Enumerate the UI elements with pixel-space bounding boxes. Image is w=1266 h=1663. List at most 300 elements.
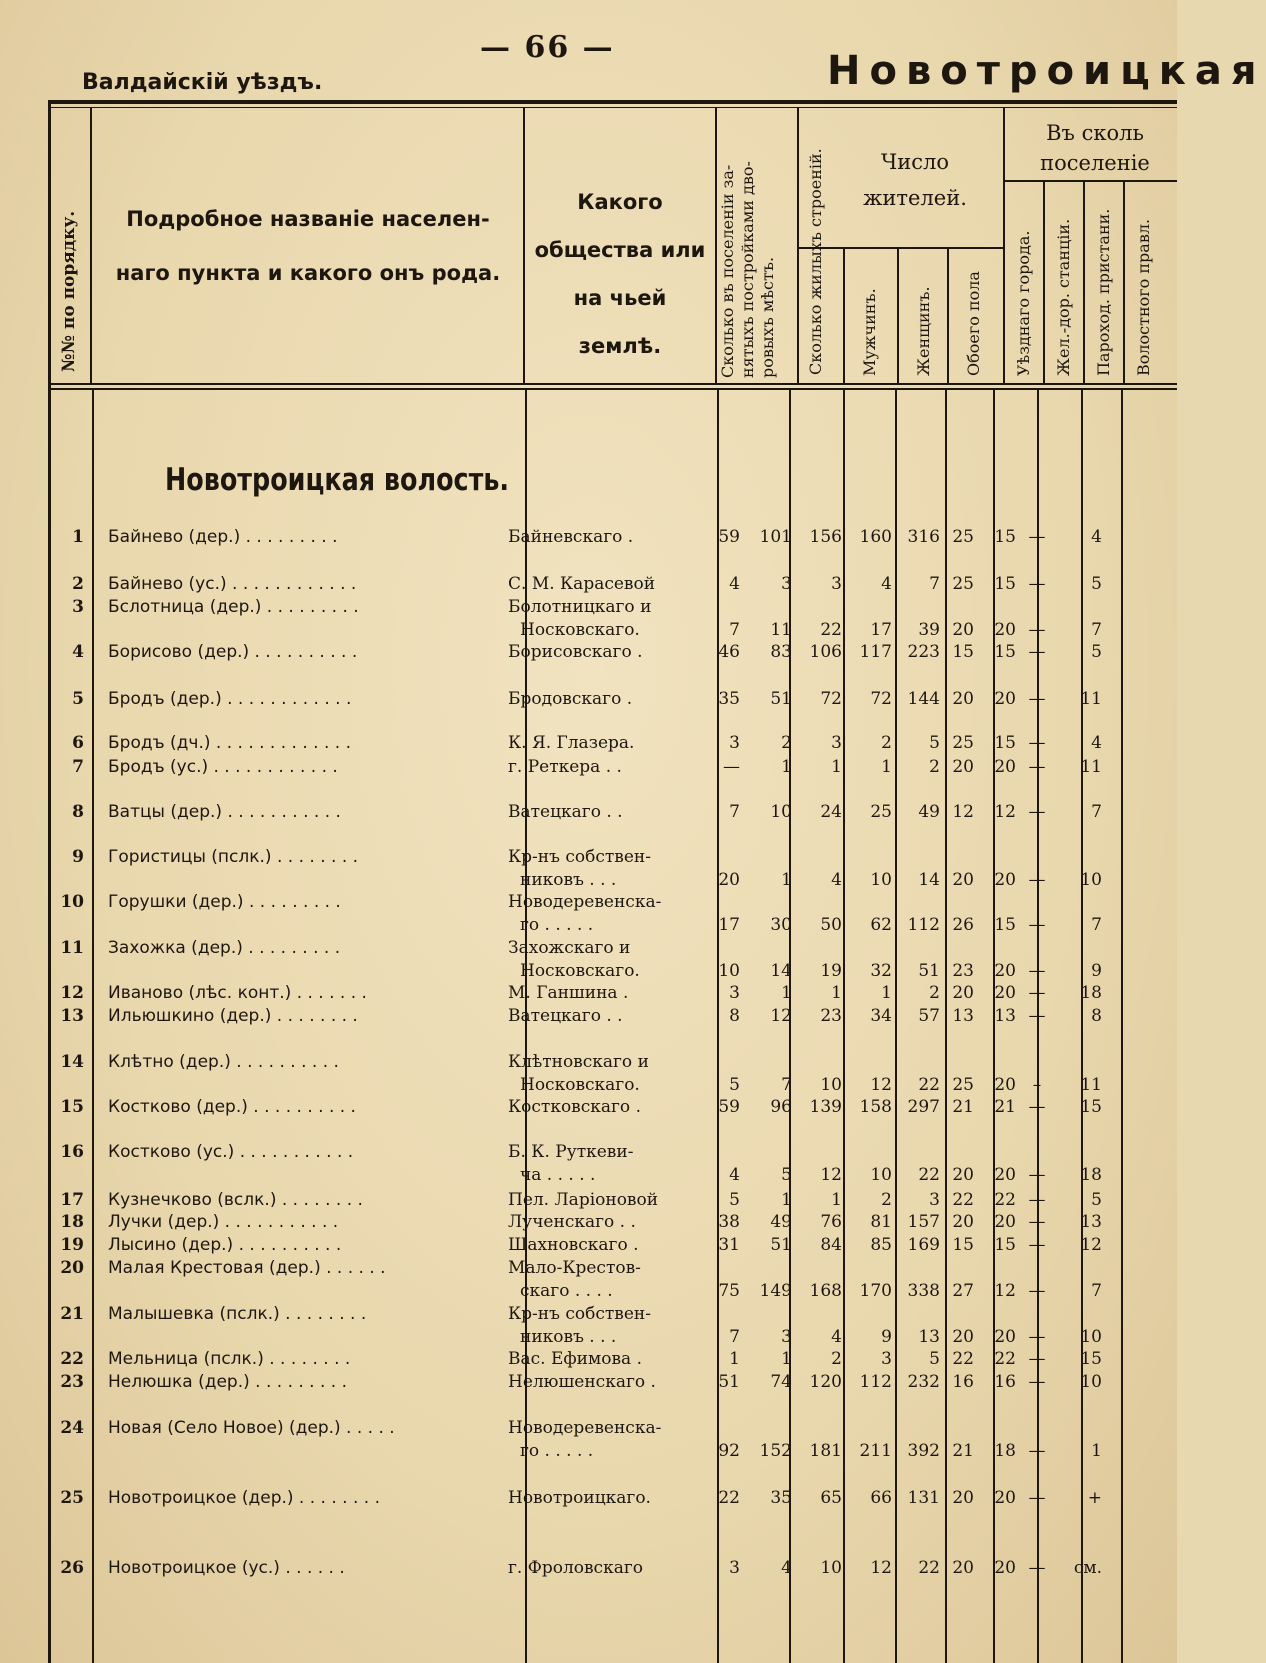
col-line <box>715 108 717 383</box>
uezd-title: Валдайскій уѣздъ. <box>82 70 323 95</box>
society-name: г. Фроловскаго <box>508 1558 643 1578</box>
dvor-count: 10 <box>718 961 740 981</box>
table-row <box>50 1349 1177 1371</box>
col-header-pier: Пароход. пристани. <box>1094 208 1113 376</box>
buildings-count: 7 <box>781 1075 792 1095</box>
col-line <box>523 108 525 383</box>
men-count: 1 <box>831 983 842 1003</box>
place-name: Ильюшкино (дер.) . . . . . . . . <box>108 1006 358 1026</box>
dist-rail: 21 <box>994 1097 1016 1117</box>
table-row <box>50 757 1177 779</box>
row-number: 6 <box>72 733 84 753</box>
col-line <box>1123 180 1125 383</box>
place-name: Бродъ (ус.) . . . . . . . . . . . . <box>108 757 338 777</box>
col-line <box>1083 180 1085 383</box>
total-count: 22 <box>918 1075 940 1095</box>
dvor-count: 5 <box>729 1190 740 1210</box>
place-name: Гористицы (пслк.) . . . . . . . . <box>108 847 359 867</box>
place-name: Лысино (дер.) . . . . . . . . . . <box>108 1235 342 1255</box>
men-count: 24 <box>820 802 842 822</box>
dist-rail: 13 <box>994 1006 1016 1026</box>
women-count: 32 <box>870 961 892 981</box>
buildings-count: 49 <box>770 1212 792 1232</box>
society-name-cont: Носковскаго. <box>520 1075 640 1095</box>
total-count: 51 <box>918 961 940 981</box>
men-count: 19 <box>820 961 842 981</box>
col-line <box>897 247 899 383</box>
dvor-count: 22 <box>718 1488 740 1508</box>
dvor-count: 3 <box>729 1558 740 1578</box>
society-name: Борисовскаго . <box>508 642 643 662</box>
women-count: 10 <box>870 1165 892 1185</box>
society-name-cont: скаго . . . . <box>520 1281 613 1301</box>
place-name: Иваново (лѣс. конт.) . . . . . . . <box>108 983 367 1003</box>
dist-city: 25 <box>952 527 974 547</box>
row-number: 8 <box>72 802 84 822</box>
society-name-cont: никовъ . . . <box>520 1327 617 1347</box>
col-line <box>1043 180 1045 383</box>
row-number: 11 <box>60 938 84 958</box>
dvor-count: 92 <box>718 1441 740 1461</box>
dist-pier: — <box>1028 1281 1046 1301</box>
col-header-society: Какого общества или на чьей землѣ. <box>534 190 706 358</box>
col-line <box>90 108 92 383</box>
society-name: Пел. Ларіоновой <box>508 1190 659 1210</box>
buildings-count: 51 <box>770 1235 792 1255</box>
men-count: 1 <box>831 1190 842 1210</box>
buildings-count: 1 <box>781 983 792 1003</box>
place-name: Байнево (ус.) . . . . . . . . . . . . <box>108 574 357 594</box>
society-name: С. М. Карасевой <box>508 574 656 594</box>
table-row <box>50 1052 1177 1095</box>
dist-rail: 22 <box>994 1349 1016 1369</box>
dist-pier: — <box>1028 1327 1046 1347</box>
dvor-count: 8 <box>729 1006 740 1026</box>
men-count: 84 <box>820 1235 842 1255</box>
table-row <box>50 1097 1177 1119</box>
dist-city: 26 <box>952 915 974 935</box>
total-count: 131 <box>907 1488 940 1508</box>
dist-city: 20 <box>952 689 974 709</box>
dist-volost: 5 <box>1091 1190 1102 1210</box>
table-row <box>50 597 1177 640</box>
page-number: — 66 — <box>480 30 615 65</box>
dist-volost: 4 <box>1091 527 1102 547</box>
men-count: 10 <box>820 1075 842 1095</box>
row-number: 10 <box>60 892 84 912</box>
dist-pier: — <box>1028 733 1046 753</box>
total-count: 39 <box>918 620 940 640</box>
buildings-count: 152 <box>759 1441 792 1461</box>
dvor-count: 51 <box>718 1372 740 1392</box>
table-row <box>50 1235 1177 1257</box>
dist-rail: 15 <box>994 915 1016 935</box>
buildings-count: 3 <box>781 574 792 594</box>
place-name: Кузнечково (вслк.) . . . . . . . . <box>108 1190 363 1210</box>
buildings-count: 1 <box>781 870 792 890</box>
dist-city: 25 <box>952 733 974 753</box>
dist-pier: — <box>1028 642 1046 662</box>
total-count: 223 <box>907 642 940 662</box>
dist-city: 22 <box>952 1349 974 1369</box>
dist-rail: 20 <box>994 961 1016 981</box>
row-number: 9 <box>72 847 84 867</box>
dist-city: 21 <box>952 1097 974 1117</box>
table-row <box>50 1142 1177 1185</box>
dist-rail: 15 <box>994 642 1016 662</box>
dist-rail: 12 <box>994 802 1016 822</box>
place-name: Мельница (пслк.) . . . . . . . . <box>108 1349 351 1369</box>
row-number: 7 <box>72 757 84 777</box>
dist-volost: 11 <box>1080 689 1102 709</box>
dist-city: 20 <box>952 1165 974 1185</box>
row-number: 19 <box>60 1235 84 1255</box>
men-count: 139 <box>809 1097 842 1117</box>
dist-volost: 4 <box>1091 733 1102 753</box>
women-count: 2 <box>881 1190 892 1210</box>
society-name: г. Реткера . . <box>508 757 622 777</box>
society-name: Клѣтновскаго и <box>508 1052 649 1072</box>
table-row <box>50 983 1177 1005</box>
col-header-residents: Число жителей. <box>863 150 967 210</box>
dvor-count: 1 <box>729 1349 740 1369</box>
dist-pier: — <box>1028 1097 1046 1117</box>
society-name: К. Я. Глазера. <box>508 733 635 753</box>
row-number: 26 <box>60 1558 84 1578</box>
men-count: 76 <box>820 1212 842 1232</box>
place-name: Захожка (дер.) . . . . . . . . . <box>108 938 341 958</box>
dist-city: 20 <box>952 1327 974 1347</box>
row-number: 20 <box>60 1258 84 1278</box>
col-header-rail: Жел.-дор. станціи. <box>1054 218 1073 376</box>
men-count: 2 <box>831 1349 842 1369</box>
dist-rail: 20 <box>994 1558 1016 1578</box>
total-count: 5 <box>929 733 940 753</box>
men-count: 181 <box>809 1441 842 1461</box>
table-row <box>50 689 1177 711</box>
table-row <box>50 1418 1177 1461</box>
dist-pier: — <box>1028 1235 1046 1255</box>
total-count: 232 <box>907 1372 940 1392</box>
dvor-count: 20 <box>718 870 740 890</box>
table-row <box>50 1190 1177 1212</box>
dist-city: 22 <box>952 1190 974 1210</box>
dist-volost: 11 <box>1080 1075 1102 1095</box>
dist-volost: 18 <box>1080 1165 1102 1185</box>
buildings-count: 1 <box>781 757 792 777</box>
col-header-no: №№ по порядку. <box>59 210 79 372</box>
table-row <box>50 527 1177 549</box>
dist-volost: 13 <box>1080 1212 1102 1232</box>
dist-rail: 15 <box>994 1235 1016 1255</box>
total-count: 169 <box>907 1235 940 1255</box>
dist-rail: 20 <box>994 1165 1016 1185</box>
dist-pier: — <box>1028 1212 1046 1232</box>
dist-rail: 20 <box>994 1327 1016 1347</box>
women-count: 25 <box>870 802 892 822</box>
men-count: 10 <box>820 1558 842 1578</box>
dvor-count: 7 <box>729 1327 740 1347</box>
row-number: 13 <box>60 1006 84 1026</box>
men-count: 50 <box>820 915 842 935</box>
dist-pier: — <box>1028 802 1046 822</box>
col-header-women: Женщинъ. <box>914 286 933 376</box>
dist-rail: 20 <box>994 1488 1016 1508</box>
col-line <box>843 247 845 383</box>
place-name: Борисово (дер.) . . . . . . . . . . <box>108 642 358 662</box>
dist-city: 20 <box>952 1488 974 1508</box>
buildings-count: 51 <box>770 689 792 709</box>
row-number: 18 <box>60 1212 84 1232</box>
dist-rail: 20 <box>994 1075 1016 1095</box>
place-name: Малая Крестовая (дер.) . . . . . . <box>108 1258 386 1278</box>
women-count: 81 <box>870 1212 892 1232</box>
dist-city: 20 <box>952 1212 974 1232</box>
women-count: 1 <box>881 983 892 1003</box>
row-number: 24 <box>60 1418 84 1438</box>
buildings-count: 30 <box>770 915 792 935</box>
dist-volost: 5 <box>1091 642 1102 662</box>
total-count: 144 <box>907 689 940 709</box>
dist-city: 27 <box>952 1281 974 1301</box>
dist-volost: 7 <box>1091 620 1102 640</box>
place-name: Новотроицкое (дер.) . . . . . . . . <box>108 1488 380 1508</box>
women-count: 3 <box>881 1349 892 1369</box>
col-header-men: Мужчинъ. <box>860 288 879 376</box>
total-count: 157 <box>907 1212 940 1232</box>
row-number: 5 <box>72 689 84 709</box>
dist-rail: 20 <box>994 689 1016 709</box>
place-name: Ватцы (дер.) . . . . . . . . . . . <box>108 802 341 822</box>
col-line <box>797 108 799 383</box>
table-row <box>50 733 1177 755</box>
men-count: 3 <box>831 733 842 753</box>
society-name: Ватецкаго . . <box>508 802 623 822</box>
place-name: Клѣтно (дер.) . . . . . . . . . . <box>108 1052 339 1072</box>
row-number: 21 <box>60 1304 84 1324</box>
dist-volost: 18 <box>1080 983 1102 1003</box>
dist-pier: — <box>1028 870 1046 890</box>
society-name: Лученскаго . . <box>508 1212 636 1232</box>
dist-volost: 7 <box>1091 802 1102 822</box>
table-row <box>50 1372 1177 1394</box>
row-number: 2 <box>72 574 84 594</box>
dist-rail: 22 <box>994 1190 1016 1210</box>
society-name: Вас. Ефимова . <box>508 1349 642 1369</box>
dist-rail: 20 <box>994 620 1016 640</box>
men-count: 4 <box>831 870 842 890</box>
header-bottom-rule <box>48 383 1177 385</box>
place-name: Лучки (дер.) . . . . . . . . . . . <box>108 1212 339 1232</box>
dist-rail: 15 <box>994 527 1016 547</box>
dist-volost: 10 <box>1080 1327 1102 1347</box>
society-name: Костковскаго . <box>508 1097 641 1117</box>
buildings-count: 149 <box>759 1281 792 1301</box>
buildings-count: 1 <box>781 1190 792 1210</box>
buildings-count: 83 <box>770 642 792 662</box>
total-count: 7 <box>929 574 940 594</box>
women-count: 10 <box>870 870 892 890</box>
dist-volost: 5 <box>1091 574 1102 594</box>
dist-rail: 20 <box>994 757 1016 777</box>
dist-pier: – <box>1032 1075 1042 1095</box>
women-count: 2 <box>881 733 892 753</box>
dist-volost: 1 <box>1091 1441 1102 1461</box>
table-row <box>50 938 1177 981</box>
dist-pier: — <box>1028 1190 1046 1210</box>
buildings-count: 101 <box>759 527 792 547</box>
col-line <box>947 247 949 383</box>
society-name: Кр-нъ собствен- <box>508 1304 651 1324</box>
dist-city: 13 <box>952 1006 974 1026</box>
place-name: Байнево (дер.) . . . . . . . . . <box>108 527 338 547</box>
dist-pier: — <box>1028 983 1046 1003</box>
dist-city: 20 <box>952 620 974 640</box>
dvor-count: 3 <box>729 983 740 1003</box>
dist-volost: 15 <box>1080 1097 1102 1117</box>
col-header-city: Уѣзднаго города. <box>1014 230 1033 376</box>
place-name: Костково (дер.) . . . . . . . . . . <box>108 1097 356 1117</box>
col-header-name: Подробное названіе населен- наго пункта и какого онъ рода. <box>115 207 501 285</box>
row-number: 25 <box>60 1488 84 1508</box>
women-count: 158 <box>859 1097 892 1117</box>
society-name: Кр-нъ собствен- <box>508 847 651 867</box>
women-count: 211 <box>859 1441 892 1461</box>
place-name: Нелюшка (дер.) . . . . . . . . . <box>108 1372 348 1392</box>
total-count: 5 <box>929 1349 940 1369</box>
dvor-count: 7 <box>729 802 740 822</box>
dist-pier: — <box>1028 915 1046 935</box>
table-row <box>50 574 1177 596</box>
row-number: 17 <box>60 1190 84 1210</box>
dist-pier: — <box>1028 961 1046 981</box>
dist-rail: 18 <box>994 1441 1016 1461</box>
dvor-count: 4 <box>729 1165 740 1185</box>
dvor-count: 3 <box>729 733 740 753</box>
place-name: Бродъ (дч.) . . . . . . . . . . . . . <box>108 733 351 753</box>
total-count: 2 <box>929 983 940 1003</box>
society-name-cont: го . . . . . <box>520 1441 594 1461</box>
dvor-count: 35 <box>718 689 740 709</box>
society-name-cont: го . . . . . <box>520 915 594 935</box>
society-name: Нелюшенскаго . <box>508 1372 656 1392</box>
women-count: 160 <box>859 527 892 547</box>
women-count: 4 <box>881 574 892 594</box>
women-count: 170 <box>859 1281 892 1301</box>
men-count: 12 <box>820 1165 842 1185</box>
dist-volost: см. <box>1073 1558 1102 1578</box>
buildings-count: 14 <box>770 961 792 981</box>
col-line <box>1003 108 1005 383</box>
row-number: 16 <box>60 1142 84 1162</box>
dist-city: 12 <box>952 802 974 822</box>
buildings-count: 35 <box>770 1488 792 1508</box>
dist-volost: 7 <box>1091 915 1102 935</box>
dist-pier: — <box>1028 574 1046 594</box>
society-name: Бродовскаго . <box>508 689 633 709</box>
dist-pier: — <box>1028 1165 1046 1185</box>
women-count: 62 <box>870 915 892 935</box>
dist-pier: — <box>1028 620 1046 640</box>
table-row <box>50 1258 1177 1301</box>
dist-pier: — <box>1028 1488 1046 1508</box>
place-name: Бродъ (дер.) . . . . . . . . . . . . <box>108 689 352 709</box>
dist-rail: 15 <box>994 574 1016 594</box>
men-count: 65 <box>820 1488 842 1508</box>
society-name: Новодеревенска- <box>508 1418 662 1438</box>
total-count: 49 <box>918 802 940 822</box>
dist-volost: 10 <box>1080 1372 1102 1392</box>
dist-rail: 15 <box>994 733 1016 753</box>
col-header-buildings: Сколько жилыхъ строеній. <box>806 148 825 375</box>
subheader-line <box>797 247 1003 249</box>
total-count: 316 <box>907 527 940 547</box>
dist-pier: — <box>1028 1349 1046 1369</box>
dist-pier: — <box>1028 527 1046 547</box>
society-name: Захожскаго и <box>508 938 631 958</box>
table-row <box>50 802 1177 824</box>
women-count: 117 <box>859 642 892 662</box>
society-name: Ватецкаго . . <box>508 1006 623 1026</box>
col-header-dvor: Сколько въ поселеніи за- нятыхъ постройками дво- ровыхъ мѣстъ. <box>718 161 777 378</box>
table-row <box>50 892 1177 935</box>
dvor-count: 7 <box>729 620 740 640</box>
dist-volost: 9 <box>1091 961 1102 981</box>
buildings-count: 96 <box>770 1097 792 1117</box>
society-name: Шахновскаго . <box>508 1235 639 1255</box>
dvor-count: — <box>723 757 740 777</box>
buildings-count: 10 <box>770 802 792 822</box>
society-name: Новодеревенска- <box>508 892 662 912</box>
table-row <box>50 1488 1177 1510</box>
place-name: Костково (ус.) . . . . . . . . . . . <box>108 1142 354 1162</box>
place-name: Новая (Село Новое) (дер.) . . . . . <box>108 1418 395 1438</box>
dist-city: 20 <box>952 870 974 890</box>
women-count: 17 <box>870 620 892 640</box>
dist-pier: — <box>1028 1372 1046 1392</box>
dist-volost: 15 <box>1080 1349 1102 1369</box>
dist-city: 15 <box>952 1235 974 1255</box>
table-row <box>50 1304 1177 1347</box>
row-number: 1 <box>72 527 84 547</box>
dvor-count: 75 <box>718 1281 740 1301</box>
men-count: 168 <box>809 1281 842 1301</box>
dist-volost: 10 <box>1080 870 1102 890</box>
society-name: Байневскаго . <box>508 527 634 547</box>
women-count: 85 <box>870 1235 892 1255</box>
dist-city: 25 <box>952 1075 974 1095</box>
dist-pier: — <box>1028 1006 1046 1026</box>
dist-volost: 12 <box>1080 1235 1102 1255</box>
total-count: 392 <box>907 1441 940 1461</box>
dist-rail: 20 <box>994 983 1016 1003</box>
col-header-vol: Волостного правл. <box>1134 218 1153 376</box>
women-count: 9 <box>881 1327 892 1347</box>
men-count: 156 <box>809 527 842 547</box>
header-bottom-rule-2 <box>48 388 1177 390</box>
total-count: 297 <box>907 1097 940 1117</box>
total-count: 22 <box>918 1165 940 1185</box>
dist-city: 20 <box>952 1558 974 1578</box>
buildings-count: 5 <box>781 1165 792 1185</box>
dvor-count: 5 <box>729 1075 740 1095</box>
top-thick-rule <box>48 100 1177 104</box>
dvor-count: 59 <box>718 1097 740 1117</box>
dist-rail: 12 <box>994 1281 1016 1301</box>
volost-title: Новотроицкая <box>827 48 1266 94</box>
dist-city: 25 <box>952 574 974 594</box>
men-count: 3 <box>831 574 842 594</box>
